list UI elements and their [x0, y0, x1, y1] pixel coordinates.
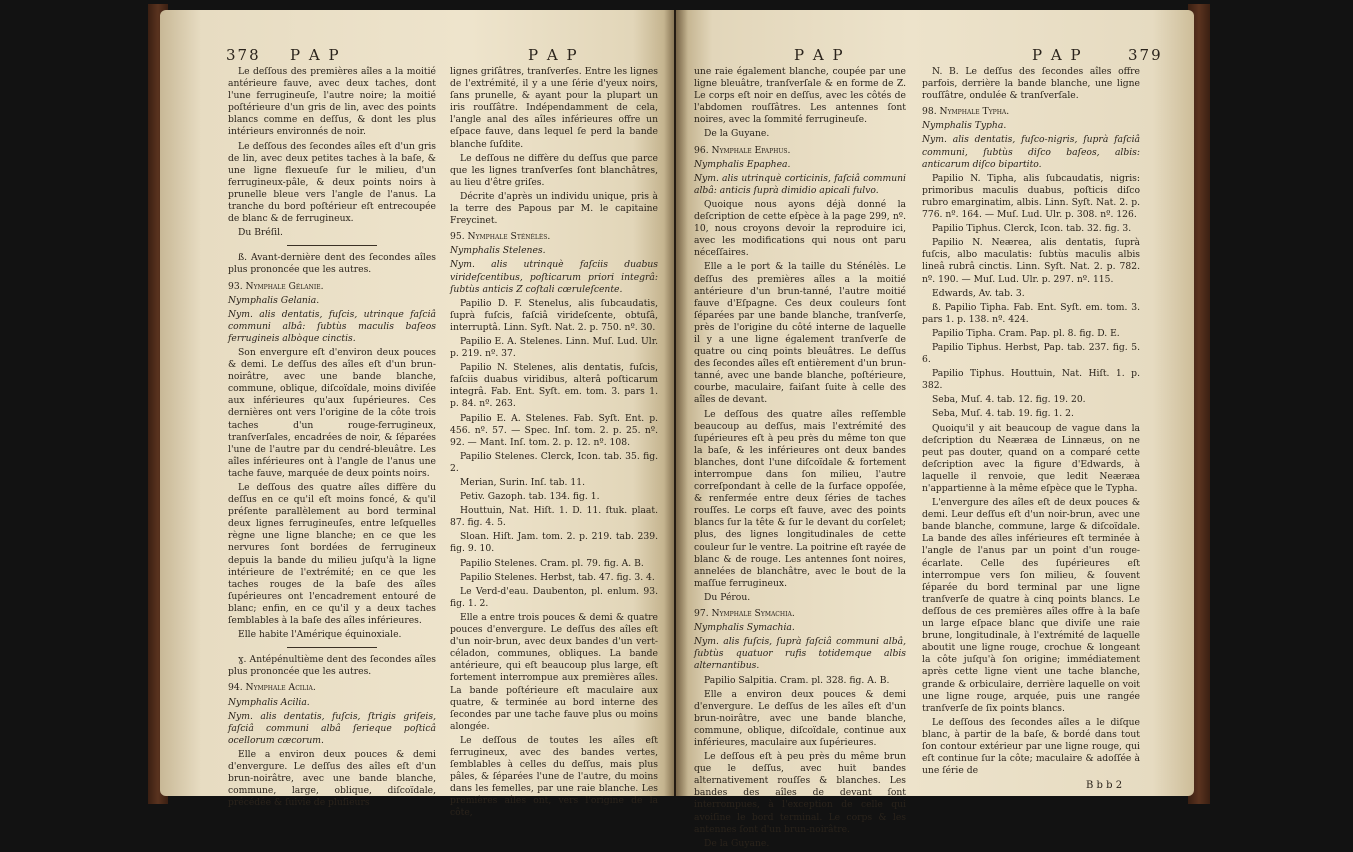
species-heading: 95. Nymphale Sténélès. [450, 231, 551, 243]
paragraph: Elle a environ deux pouces & demi d'envergure. Le deſſus des aîles eſt d'un brun-noirâtre, avec une bande blanche, commune, large, oblique, diſcoïdale, précédée & ſuivie de pluſieurs [228, 748, 436, 809]
book-gutter [664, 10, 688, 796]
species-heading: 94. Nymphale Acilia. [228, 682, 316, 694]
paragraph: Elle habite l'Amérique équinoxiale. [238, 629, 402, 641]
paragraph: L'envergure des aîles eſt de deux pouces & demi. Leur deſſus eſt d'un noir-brun, avec une bande blanche, commune, large & diſcoïdale. La bande des aîles inférieures eſt terminée à l'angle de l'anus par un point d'un rouge-écarlate. Celle des ſupérieures eſt interrompue vers ſon milieu, & ſouvent ſéparée du bord terminal par une ligne tranſverſe de quatre à cinq points blancs. Le deſſous de ces premières aîles offre à la baſe un large eſpace blanc que diviſe une raie brune, longitudinale, à l'extrémité de laquelle aboutit une ligne rouge, crochue & longeant la côte juſqu'à ſon origine; immédiatement après cette ligne vient une tache blanche, grande & orbiculaire, derrière laquelle on voit une ligne rouge, arquée, puis une rangée tranſverſe de ſix points blancs. [922, 497, 1140, 714]
left-page [160, 10, 674, 819]
left-page-number: 378 [226, 46, 261, 64]
paragraph: Papilio Stelenes. Cram. pl. 79. fig. A. B. [460, 557, 644, 569]
paragraph: Seba, Muſ. 4. tab. 19. fig. 1. 2. [932, 408, 1074, 420]
left-page-column-2 [450, 66, 658, 822]
left-page-column-1 [228, 66, 436, 811]
section-divider [287, 245, 377, 246]
latin-name: Nym. alis utrinquè corticinis, faſciâ communi albâ: anticis ſuprà dimidio apicali fulvo. [694, 172, 906, 196]
latin-name: Nymphalis Symachia. [694, 622, 795, 634]
paragraph: lignes griſâtres, tranſverſes. Entre les lignes de l'extrémité, il y a une ſérie d'yeux noirs, ſans prunelle, & ayant pour la plupart un iris rouſſâtre. Indépendamment de cela, l'angle anal des aîles inférieures offre un eſpace fauve, dans lequel ſe perd la bande blanche ſuſdite. [450, 66, 658, 150]
paragraph: Papilio Tiphus. Herbst, Pap. tab. 237. fig. 5. 6. [922, 341, 1140, 366]
paragraph: Papilio Tiphus. Clerck, Icon. tab. 32. fig. 3. [932, 223, 1132, 235]
paragraph: Son envergure eſt d'environ deux pouces & demi. Le deſſus des aîles eſt d'un brun-noirâtre, avec une bande blanche, commune, oblique, diſcoïdale, moins diviſée aux inférieures qu'aux ſupérieures. Ces dernières ont vers l'origine de la côte trois taches d'un rouge-ferrugineux, tranſverſales, encadrées de noir, & ſéparées l'une de l'autre par du cendré-bleuâtre. Les aîles inférieures ont à l'angle de l'anus une tache fauve, marquée de deux points noirs. [228, 346, 436, 479]
paragraph: Quoiqu'il y ait beaucoup de vague dans la deſcription du Neæræa de Linnæus, on ne peut pas douter, quand on a comparé cette deſcription avec la figure d'Edwards, à laquelle il renvoie, que ledit Neæræa n'appartienne à la même eſpèce que le Typha. [922, 422, 1140, 494]
paragraph: Elle a le port & la taille du Sténélès. Le deſſus des premières aîles a la moitié antérieure d'un brun-tanné, l'autre moitié fauve d'Eſpagne. Ces deux couleurs ſont ſéparées par une bande blanche, tranſverſe, près de l'origine du côté interne de laquelle il y a une ligne également tranſverſe de quatre ou cinq points bleuâtres. Le deſſus des ſecondes aîles eſt entièrement d'un brun-tanné, avec une bande blanche, poſtérieure, courbe, maculaire, faiſant ſuite à celle des aîles de devant. [694, 261, 906, 406]
paragraph: ɣ. Antépénultième dent des ſecondes aîles plus prononcée que les autres. [228, 654, 436, 678]
paragraph: Papilio Salpitia. Cram. pl. 328. fig. A. B. [704, 674, 890, 686]
right-page-header-1: P A P [794, 46, 845, 64]
paragraph: une raie également blanche, coupée par une ligne bleuâtre, tranſverſale & en forme de Z. Le corps eſt noir en deſſus, avec les côtés de l'abdomen rouſſâtres. Les antennes ſont noires, avec la ſommité ferrugineuſe. [694, 66, 906, 126]
paragraph: Papilio D. F. Stenelus, alis ſubcaudatis, ſuprà fuſcis, faſciâ virideſcente, obtuſâ, interruptâ. Linn. Syſt. Nat. 2. p. 750. nº. 30. [450, 297, 658, 333]
paragraph: Quoique nous ayons déjà donné la deſcription de cette eſpèce à la page 299, nº. 10, nous croyons devoir la reproduire ici, avec les modifications qui nous ont paru néceſſaires. [694, 198, 906, 259]
left-page-header-1: P A P [290, 46, 341, 64]
right-page-column-1 [694, 66, 906, 852]
paragraph: Le deſſous des premières aîles a la moitié antérieure fauve, avec deux taches, dont l'une ferrugineuſe, l'autre noire; la moitié poſtérieure d'un gris de lin, avec des points blancs comme en deſſus, & dont les plus intérieurs environnés de noir. [228, 66, 436, 138]
paragraph: Merian, Surin. Inſ. tab. 11. [460, 477, 586, 488]
latin-name: Nym. alis dentatis, fuſco-nigris, ſuprà faſciâ communi, ſubtùs diſco baſeos, albis: anticarum diſco bipartito. [922, 134, 1140, 170]
latin-name: Nym. alis dentatis, fuſcis, ſtrigis griſeis, faſciâ communi albâ ſerieque poſticâ ocellorum cæcorum. [228, 710, 436, 746]
right-page [676, 10, 1194, 849]
paragraph: Papilio Tipha. Cram. Pap. pl. 8. fig. D. E. [932, 327, 1120, 339]
paragraph: Du Bréſil. [238, 227, 283, 239]
paragraph: Papilio N. Tipha, alis ſubcaudatis, nigris: primoribus maculis duabus, poſticis diſco rubro emarginatim, albis. Linn. Syſt. Nat. 2. p. 776. nº. 164. — Muſ. Lud. Ulr. p. 308. nº. 126. [922, 172, 1140, 221]
paragraph: Le deſſous des quatre aîles diffère du deſſus en ce qu'il eſt moins foncé, & qu'il préſente parallèlement au bord terminal deux lignes ferrugineuſes, entre leſquelles règne une ligne blanche; en ce que les nervures ſont bordées de ferrugineux depuis la bande du milieu juſqu'à la ligne intérieure de l'extrémité; en ce que les taches rouges de la baſe des aîles ſupérieures ont l'encadrement entouré de blanc; enfin, en ce qu'il y a deux taches ſemblables à la baſe des aîles inférieures. [228, 482, 436, 627]
paragraph: Papilio E. A. Stelenes. Linn. Muſ. Lud. Ulr. p. 219. nº. 37. [450, 335, 658, 360]
paragraph: Le deſſous des ſecondes aîles eſt d'un gris de lin, avec deux petites taches à la baſe, & une ligne flexueuſe ſur le milieu, d'un ferrugineux-pâle, & deux points noirs à prunelle bleue vers l'angle de l'anus. La tranche du bord poſtérieur eſt entrecoupée de blanc & de ferrugineux. [228, 140, 436, 225]
paragraph: De la Guyane. [704, 128, 770, 140]
species-heading: 97. Nymphale Symachia. [694, 608, 795, 620]
paragraph: Le deſſous des quatre aîles reſſemble beaucoup au deſſus, mais l'extrémité des ſupérieures eſt à peu près du même ton que la baſe, & les inférieures ont deux bandes blanches, dont l'une diſcoïdale & fortement interrompue dans ſon milieu, l'autre correſpondant à celle de la ſurface oppoſée, & renfermée entre deux ſéries de taches rouſſes. Le corps eſt fauve, avec des points blancs ſur la tête & ſur le devant du corſelet; plus, des lignes longitudinales de cette couleur ſur le ventre. La poitrine eſt rayée de blanc & de rouge. Les antennes ſont noires, annelées de blanchâtre, avec le bout de la maſſue ferrugineux. [694, 408, 906, 589]
paragraph: Le deſſous des ſecondes aîles a le diſque blanc, à partir de la baſe, & bordé dans tout ſon contour extérieur par une ligne rouge, qui eſt continue ſur la côte; maculaire & adoſſée à une ſérie de [922, 716, 1140, 777]
right-page-number: 379 [1128, 46, 1163, 64]
section-divider [287, 647, 377, 648]
species-heading: 93. Nymphale Gélanie. [228, 280, 324, 292]
latin-name: Nymphalis Acilia. [228, 696, 310, 708]
paragraph: Le deſſous ne diffère du deſſus que parce que les lignes tranſverſes ſont blanchâtres, au lieu d'être griſes. [450, 152, 658, 188]
paragraph: Papilio Stelenes. Clerck, Icon. tab. 35. fig. 2. [450, 450, 658, 474]
latin-name: Nymphalis Gelania. [228, 294, 320, 306]
right-page-column-2 [922, 66, 1140, 779]
paragraph: Papilio N. Neærea, alis dentatis, ſuprà fuſcis, albo maculatis: ſubtùs maculis albis lineâ rubrâ cinctis. Linn. Syſt. Nat. 2. p. 782. nº. 190. — Muſ. Lud. Ulr. p. 297. nº. 115. [922, 237, 1140, 285]
paragraph: Papilio N. Stelenes, alis dentatis, fuſcis, faſciis duabus viridibus, alterâ poſticarum integrâ. Fab. Ent. Syſt. em. tom. 3. pars 1. p. 84. nº. 263. [450, 362, 658, 410]
paragraph: Elle a entre trois pouces & demi & quatre pouces d'envergure. Le deſſus des aîles eſt d'un noir-brun, avec deux bandes d'un vert-céladon, communes, obliques. La bande antérieure, qui eſt beaucoup plus large, eſt fortement interrompue aux premières aîles. La bande poſtérieure eſt maculaire aux quatre, & terminée au bord interne des ſecondes par une tache fauve plus ou moins alongée. [450, 611, 658, 732]
paragraph: Décrite d'après un individu unique, pris à la terre des Papous par M. le capitaine Freycinet. [450, 190, 658, 227]
species-heading: 96. Nymphale Epaphus. [694, 144, 791, 156]
latin-name: Nym. alis fuſcis, ſuprà faſciâ communi albâ, ſubtùs quatuor rufis totidemque albis alternantibus. [694, 636, 906, 672]
latin-name: Nym. alis dentatis, fuſcis, utrinque faſciâ communi albâ: ſubtùs maculis baſeos ferrugineis albòque cinctis. [228, 308, 436, 344]
paragraph: Edwards, Av. tab. 3. [932, 287, 1025, 299]
paragraph: Le Verd-d'eau. Daubenton, pl. enlum. 93. fig. 1. 2. [450, 585, 658, 609]
paragraph: De la Guyane. [704, 837, 770, 849]
paragraph: ß. Papilio Tipha. Fab. Ent. Syſt. em. tom. 3. pars 1. p. 138. nº. 424. [922, 301, 1140, 325]
paragraph: N. B. Le deſſus des ſecondes aîles offre parfois, derrière la bande blanche, une ligne rouſſâtre, ondulée & tranſverſale. [922, 66, 1140, 102]
species-heading: 98. Nymphale Typha. [922, 106, 1010, 118]
right-page-header-2: P A P [1032, 46, 1083, 64]
paragraph: Elle a environ deux pouces & demi d'envergure. Le deſſus de les aîles eſt d'un brun-noirâtre, avec une bande blanche, commune, oblique, diſcoïdale, continue aux inférieures, maculaire aux ſupérieures. [694, 688, 906, 748]
paragraph: Papilio Stelenes. Herbst, tab. 47. fig. 3. 4. [460, 571, 655, 583]
paragraph: Le deſſous de toutes les aîles eſt ferrugineux, avec des bandes vertes, ſemblables à celles du deſſus, mais plus pâles, & ſéparées l'une de l'autre, du moins dans les femelles, par une raie blanche. Les premières aîles ont, vers l'origine de la côte, [450, 734, 658, 819]
paragraph: Du Pérou. [704, 591, 751, 603]
paragraph: Petiv. Gazoph. tab. 134. fig. 1. [460, 491, 600, 503]
paragraph: Sloan. Hiſt. Jam. tom. 2. p. 219. tab. 239. fig. 9. 10. [450, 531, 658, 555]
paragraph: Houttuin, Nat. Hiſt. 1. D. 11. ſtuk. plaat. 87. fig. 4. 5. [450, 505, 658, 529]
latin-name: Nym. alis utrinquè faſciis duabus virideſcentibus, poſticarum priori integrâ: ſubtùs anticis Z coſtali cœruleſcente. [450, 259, 658, 295]
latin-name: Nymphalis Epaphea. [694, 158, 791, 170]
latin-name: Nymphalis Typha. [922, 120, 1007, 132]
paragraph: Papilio E. A. Stelenes. Fab. Syſt. Ent. p. 456. nº. 57. — Spec. Inſ. tom. 2. p. 25. nº. 92. — Mant. Inſ. tom. 2. p. 12. nº. 108. [450, 412, 658, 448]
paragraph: Le deſſous eſt à peu près du même brun que le deſſus, avec huit bandes alternativement rouſſes & blanches. Les bandes des aîles de devant ſont interrompues, à l'exception de celle qui avoiſine le bord terminal. Le corps & les antennes ſont d'un brun-noirâtre. [694, 751, 906, 835]
paragraph: Seba, Muſ. 4. tab. 12. fig. 19. 20. [932, 394, 1086, 406]
left-page-header-2: P A P [528, 46, 579, 64]
paragraph: ß. Avant-dernière dent des ſecondes aîles plus prononcée que les autres. [228, 252, 436, 276]
latin-name: Nymphalis Stelenes. [450, 245, 546, 257]
paragraph: Papilio Tiphus. Houttuin, Nat. Hiſt. 1. p. 382. [922, 368, 1140, 392]
signature-mark: B b b 2 [1086, 780, 1123, 791]
